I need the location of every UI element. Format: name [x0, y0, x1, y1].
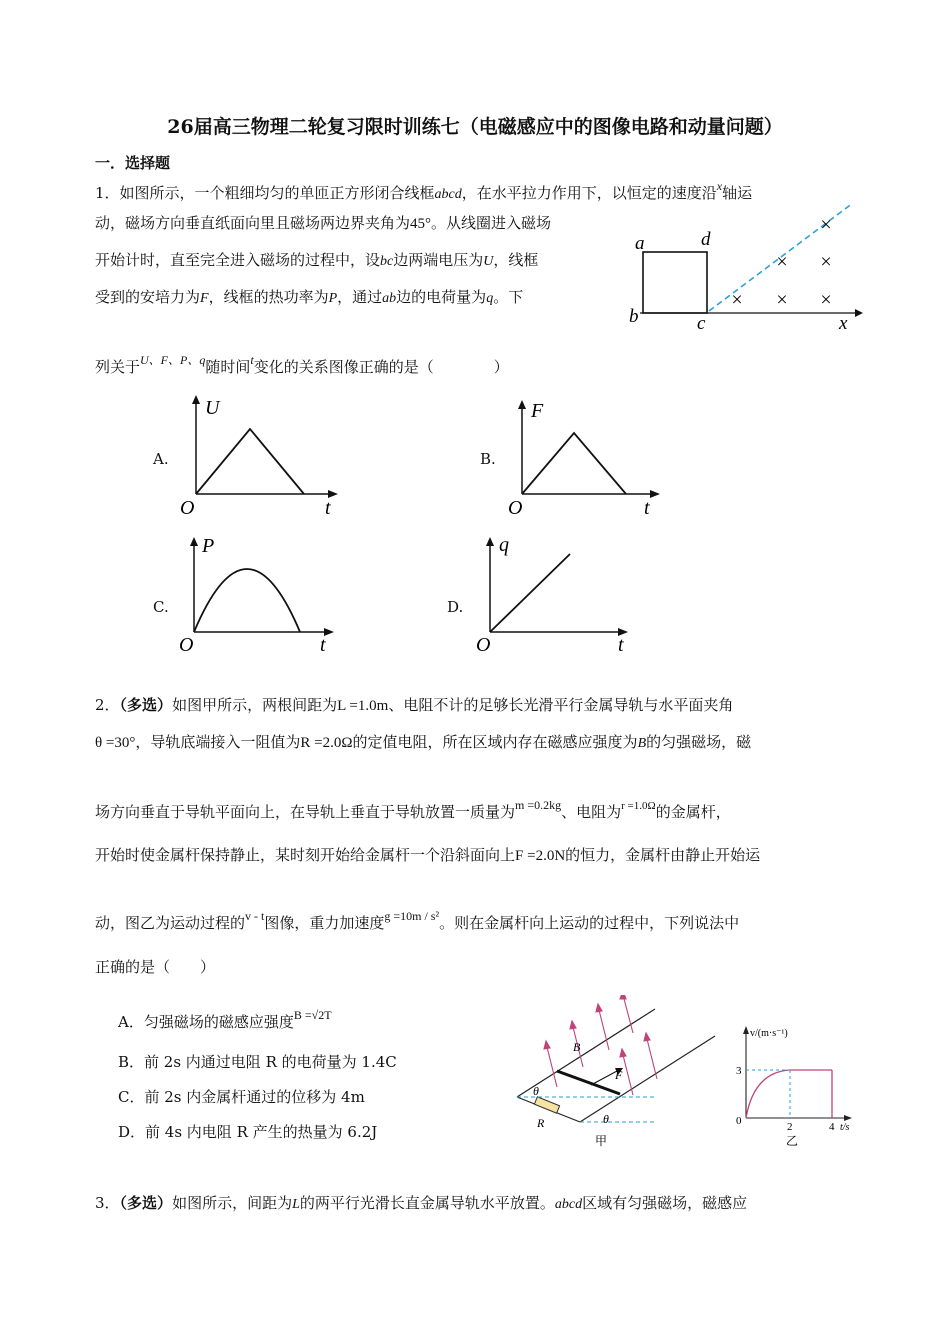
rail-lower: [580, 1036, 715, 1122]
graph-d-line: [490, 554, 570, 632]
graph-a-line: [196, 429, 304, 494]
q2-option-c: C．前 2s 内金属杆通过的位移为 4m: [118, 1088, 365, 1106]
label-d: d: [701, 229, 711, 250]
svg-text:B: B: [573, 1040, 581, 1054]
q1-line-3: 开始计时，直至完全进入磁场的过程中，设bc边两端电压为U，线框: [95, 251, 539, 269]
svg-text:乙: 乙: [786, 1134, 799, 1148]
square-frame: [643, 252, 707, 313]
q1-figure: [625, 205, 865, 335]
q3-line-1: 3．（多选）如图所示，间距为L的两平行光滑长直金属导轨水平放置。abcd区域有匀强磁场，磁感应: [95, 1194, 748, 1212]
svg-text:甲: 甲: [595, 1134, 608, 1148]
svg-text:θ: θ: [533, 1084, 539, 1098]
svg-text:t: t: [325, 497, 331, 519]
label-a: a: [635, 233, 645, 254]
svg-text:×: ×: [776, 251, 788, 273]
svg-text:R: R: [537, 1116, 545, 1130]
option-d-graph: [472, 532, 642, 658]
svg-text:×: ×: [820, 251, 832, 273]
q1-line-1: 1．如图所示，一个粗细均匀的单匝正方形闭合线框abcd，在水平拉力作用下，以恒定的速度沿$^x$轴运: [95, 179, 753, 202]
svg-text:v/(m·s⁻¹): v/(m·s⁻¹): [750, 1028, 788, 1039]
q2-option-b: B．前 2s 内通过电阻 R 的电荷量为 1.4C: [118, 1053, 397, 1071]
q2-option-a: A．匀强磁场的磁感应强度$^{B =√2T}$: [118, 1008, 332, 1031]
label-x: x: [839, 313, 848, 334]
svg-text:t/s: t/s: [840, 1122, 850, 1133]
label-c: c: [697, 313, 706, 334]
svg-text:0: 0: [736, 1115, 742, 1127]
svg-text:P: P: [202, 535, 215, 557]
option-c-graph: [176, 532, 346, 658]
svg-text:O: O: [476, 634, 491, 656]
q2-line-6: 正确的是（ ）: [95, 958, 216, 976]
svg-text:U: U: [205, 397, 220, 419]
svg-text:F: F: [531, 400, 544, 422]
svg-text:O: O: [508, 497, 523, 519]
svg-text:3: 3: [736, 1065, 742, 1077]
q1-line-2: 动，磁场方向垂直纸面向里且磁场两边界夹角为45°。从线圈进入磁场: [95, 214, 552, 232]
resistor-r: [534, 1097, 559, 1113]
q2-option-d: D．前 4s 内电阻 R 产生的热量为 6.2J: [118, 1123, 378, 1141]
svg-text:2: 2: [787, 1121, 793, 1133]
svg-text:F: F: [615, 1068, 623, 1082]
option-b-label: B.: [480, 450, 496, 468]
svg-text:q: q: [499, 534, 509, 556]
q2-figure-jia: [505, 995, 720, 1150]
section-heading: 一．选择题: [95, 154, 171, 172]
svg-text:4: 4: [829, 1121, 835, 1133]
q2-line-1: 2．（多选）如图甲所示，两根间距为L =1.0m、电阻不计的足够长光滑平行金属导轨与水平面夹角: [95, 696, 734, 714]
svg-text:×: ×: [820, 289, 832, 311]
q2-line-3: 场方向垂直于导轨平面向上，在导轨上垂直于导轨放置一质量为$^{m =0.2kg}$、电阻为$^{r =1.0\Omega}$的金属杆，: [95, 798, 731, 821]
vt-curve: [746, 1070, 832, 1118]
option-a-label: A.: [153, 450, 169, 468]
label-b: b: [629, 306, 639, 327]
q2-figure-yi: [730, 1020, 860, 1150]
field-crosses: [731, 214, 831, 311]
svg-text:×: ×: [820, 214, 832, 236]
option-a-graph: [178, 392, 348, 520]
svg-text:O: O: [180, 497, 195, 519]
q1-line-5: 列关于$^{U、F、P、q}$随时间$^t$变化的关系图像正确的是（ ）: [95, 353, 509, 376]
q2-line-5: 动，图乙为运动过程的$^{v - t}$图像，重力加速度$^{g =10m / s^2}$。则在金属杆向上运动的过程中，下列说法中: [95, 909, 740, 932]
graph-c-curve: [194, 569, 300, 632]
option-c-label: C.: [153, 598, 169, 616]
q2-line-2: θ =30°，导轨底端接入一阻值为R =2.0Ω的定值电阻，所在区域内存在磁感应强度为B的匀强磁场，磁: [95, 733, 752, 751]
svg-text:O: O: [179, 634, 194, 656]
graph-b-line: [522, 433, 626, 494]
q2-line-4: 开始时使金属杆保持静止，某时刻开始给金属杆一个沿斜面向上F =2.0N的恒力，金属杆由静止开始运: [95, 846, 761, 864]
option-b-graph: [504, 395, 674, 520]
svg-text:×: ×: [776, 289, 788, 311]
svg-text:t: t: [644, 497, 650, 519]
option-d-label: D.: [447, 598, 464, 616]
svg-text:×: ×: [731, 289, 743, 311]
svg-text:t: t: [618, 634, 624, 656]
q1-line-4: 受到的安培力为F，线框的热功率为P，通过ab边的电荷量为q。下: [95, 288, 524, 306]
svg-text:t: t: [320, 634, 326, 656]
x-arrow: [855, 309, 863, 317]
svg-text:θ: θ: [603, 1112, 609, 1126]
page-title: 26届高三物理二轮复习限时训练七（电磁感应中的图像电路和动量问题）: [167, 116, 783, 138]
